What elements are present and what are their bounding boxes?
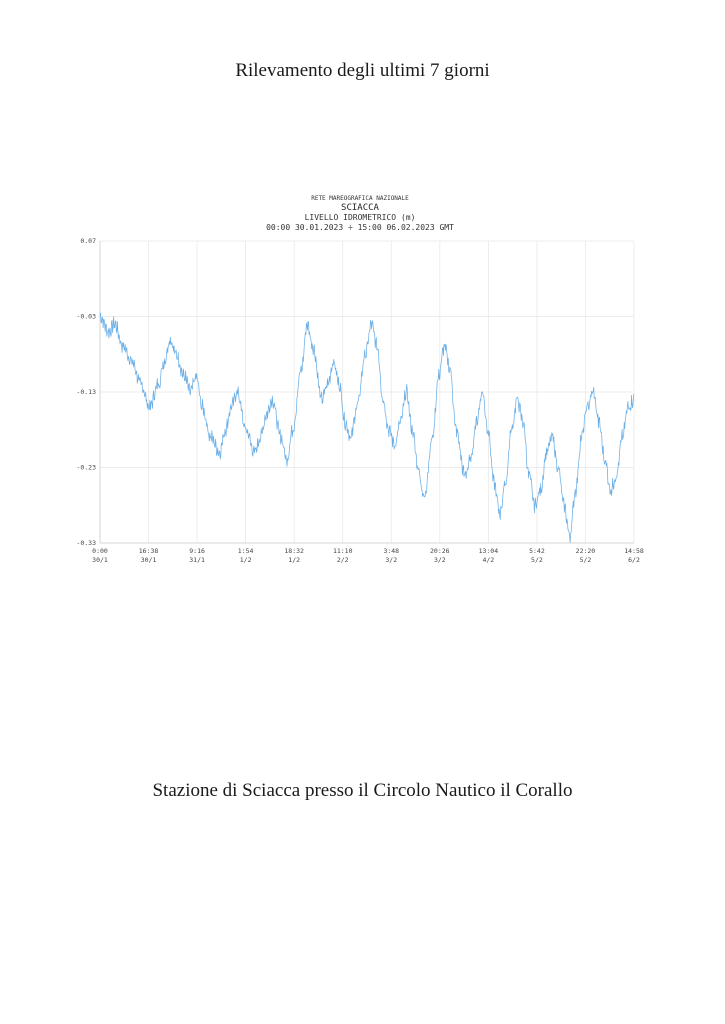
x-tick-time: 1:54 xyxy=(237,547,254,555)
x-tick-time: 20:26 xyxy=(430,547,450,555)
x-tick-time: 14:58 xyxy=(624,547,644,555)
y-tick-label: -0.03 xyxy=(76,312,96,321)
x-tick-date: 3/2 xyxy=(385,556,398,564)
x-tick-date: 30/1 xyxy=(92,556,108,564)
x-tick-date: 3/2 xyxy=(433,556,446,564)
x-axis-ticks xyxy=(92,547,644,564)
y-tick-label: -0.33 xyxy=(76,539,96,547)
x-tick-time: 13:04 xyxy=(478,547,499,555)
x-tick-date: 4/2 xyxy=(482,556,495,564)
x-tick-date: 5/2 xyxy=(531,556,543,564)
x-tick-date: 1/2 xyxy=(288,556,301,564)
y-tick-label: 0.07 xyxy=(80,237,96,245)
chart-network-label: RETE MAREOGRAFICA NAZIONALE xyxy=(311,195,409,202)
page-footer: Stazione di Sciacca presso il Circolo Nautico il Corallo xyxy=(152,780,573,801)
x-tick-time: 0:00 xyxy=(92,547,108,555)
grid-lines xyxy=(100,241,634,543)
x-tick-date: 30/1 xyxy=(140,556,157,564)
x-tick-time: 18:32 xyxy=(284,547,304,555)
chart-range-label: 00:00 30.01.2023 ÷ 15:00 06.02.2023 GMT xyxy=(266,223,454,232)
y-tick-label: -0.13 xyxy=(76,388,96,396)
x-tick-time: 9:16 xyxy=(189,547,205,555)
page-heading: Rilevamento degli ultimi 7 giorni xyxy=(235,60,490,81)
y-tick-label: -0.23 xyxy=(76,463,96,472)
chart-subtitle: LIVELLO IDROMETRICO (m) xyxy=(304,213,416,222)
chart-title: SCIACCA xyxy=(341,203,379,213)
x-tick-date: 1/2 xyxy=(239,556,252,564)
x-tick-time: 3:48 xyxy=(383,547,400,555)
x-tick-date: 2/2 xyxy=(336,556,349,564)
x-tick-date: 6/2 xyxy=(628,556,640,564)
x-tick-date: 5/2 xyxy=(579,556,592,564)
x-tick-time: 11:10 xyxy=(332,547,353,555)
x-tick-time: 5:42 xyxy=(529,547,545,555)
x-tick-time: 22:20 xyxy=(575,547,596,555)
x-tick-time: 16:38 xyxy=(138,547,159,555)
x-tick-date: 31/1 xyxy=(189,556,205,564)
series-line xyxy=(100,313,634,542)
series-layer xyxy=(100,313,634,542)
y-axis-ticks xyxy=(76,237,96,547)
